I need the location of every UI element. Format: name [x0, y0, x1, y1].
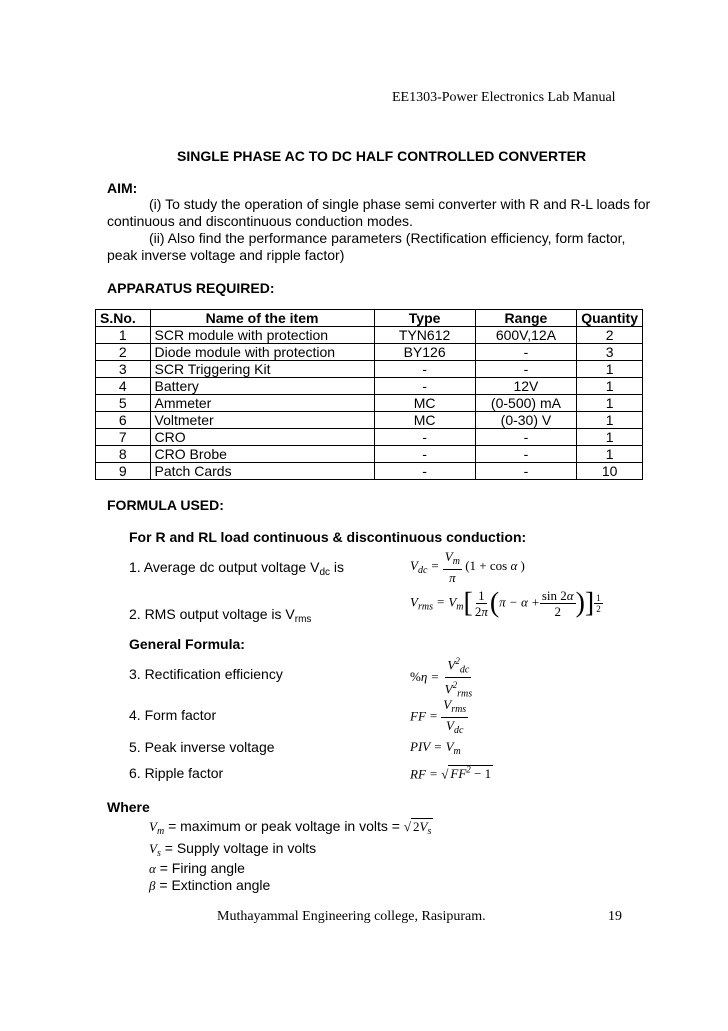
general-formula-heading: General Formula: — [129, 636, 245, 652]
column-header: Type — [374, 310, 475, 327]
cell-range: - — [475, 344, 577, 361]
cell-type: - — [374, 463, 475, 480]
item-1-sub: dc — [319, 567, 330, 578]
cell-quantity: 10 — [577, 463, 643, 480]
table-row — [96, 446, 643, 463]
formula-item-5: 5. Peak inverse voltage — [129, 739, 275, 755]
formula-subheading: For R and RL load continuous & discontinuous conduction: — [129, 529, 527, 545]
cell-sno: 5 — [96, 395, 151, 412]
item-2-text: 2. RMS output voltage is V — [129, 606, 295, 622]
cell-quantity: 1 — [577, 361, 643, 378]
formula-item-6: 6. Ripple factor — [129, 765, 224, 781]
formula-item-2 — [129, 606, 311, 625]
cell-type: MC — [374, 395, 475, 412]
cell-quantity: 3 — [577, 344, 643, 361]
cell-name: Diode module with protection — [150, 344, 374, 361]
cell-name: Patch Cards — [150, 463, 374, 480]
table-row — [96, 344, 643, 361]
cell-range: (0-30) V — [475, 412, 577, 429]
where-heading: Where — [107, 799, 150, 815]
cell-range: (0-500) mA — [475, 395, 577, 412]
aim-line-3: (ii) Also find the performance parameters (Rectification efficiency, form factor, — [149, 230, 626, 246]
page-number: 19 — [608, 909, 622, 924]
table-header-row — [96, 310, 643, 327]
formula-item-4: 4. Form factor — [129, 707, 217, 723]
table-row — [96, 429, 643, 446]
table-row — [96, 395, 643, 412]
equation-vrms: $V_{rms} = V_m$[ $\frac{1}{2\pi}$ (π − α + $\frac{\sin 2\alpha}{2}$ )] $\frac{1}{2}$ — [410, 587, 601, 619]
aim-line-4: peak inverse voltage and ripple factor) — [107, 247, 345, 263]
equation-efficiency: %η = $\frac{V^2_{dc}}{V^2_{rms}}$ — [410, 656, 473, 700]
where-alpha-text: = Firing angle — [159, 860, 245, 876]
equation-vdc: $V_{dc}$ = $\frac{V_m}{\pi}$ (1 + cos α ) — [410, 549, 525, 585]
cell-name: Ammeter — [150, 395, 374, 412]
cell-sno: 4 — [96, 378, 151, 395]
cell-quantity: 2 — [577, 327, 643, 344]
page-header: EE1303-Power Electronics Lab Manual — [392, 90, 616, 105]
where-vs: $V_s$ = Supply voltage in volts — [149, 840, 317, 859]
cell-quantity: 1 — [577, 429, 643, 446]
column-header: Range — [475, 310, 577, 327]
cell-range: - — [475, 429, 577, 446]
cell-name: Battery — [150, 378, 374, 395]
table-row — [96, 412, 643, 429]
cell-type: - — [374, 446, 475, 463]
table-row — [96, 327, 643, 344]
cell-name: Voltmeter — [150, 412, 374, 429]
cell-range: 600V,12A — [475, 327, 577, 344]
cell-quantity: 1 — [577, 395, 643, 412]
table-row — [96, 361, 643, 378]
cell-sno: 8 — [96, 446, 151, 463]
aim-line-1: (i) To study the operation of single phase semi converter with R and R-L loads for — [149, 196, 651, 212]
column-header: Name of the item — [150, 310, 374, 327]
cell-range: - — [475, 463, 577, 480]
column-header: Quantity — [577, 310, 643, 327]
cell-type: - — [374, 361, 475, 378]
cell-sno: 6 — [96, 412, 151, 429]
apparatus-heading: APPARATUS REQUIRED: — [107, 280, 275, 296]
cell-range: 12V — [475, 378, 577, 395]
column-header: S.No. — [96, 310, 151, 327]
cell-name: SCR Triggering Kit — [150, 361, 374, 378]
apparatus-table — [95, 309, 643, 480]
cell-quantity: 1 — [577, 412, 643, 429]
where-beta: β = Extinction angle — [149, 877, 271, 893]
formula-heading: FORMULA USED: — [107, 497, 224, 513]
cell-quantity: 1 — [577, 446, 643, 463]
cell-quantity: 1 — [577, 378, 643, 395]
cell-range: - — [475, 446, 577, 463]
cell-type: BY126 — [374, 344, 475, 361]
where-vs-text: = Supply voltage in volts — [164, 840, 317, 856]
formula-item-3: 3. Rectification efficiency — [129, 666, 283, 682]
cell-sno: 2 — [96, 344, 151, 361]
page-title: SINGLE PHASE AC TO DC HALF CONTROLLED CONVERTER — [177, 148, 587, 164]
aim-heading: AIM: — [107, 180, 138, 196]
where-alpha: α = Firing angle — [149, 860, 245, 876]
cell-name: SCR module with protection — [150, 327, 374, 344]
cell-sno: 9 — [96, 463, 151, 480]
item-1-post: is — [330, 559, 344, 575]
cell-type: - — [374, 429, 475, 446]
footer-college: Muthayammal Engineering college, Rasipuram. — [217, 909, 486, 924]
cell-type: MC — [374, 412, 475, 429]
item-1-text: 1. Average dc output voltage V — [129, 559, 320, 575]
equation-form-factor: FF = $\frac{V_{rms}}{V_{dc}}$ — [410, 697, 467, 736]
cell-sno: 7 — [96, 429, 151, 446]
cell-name: CRO Brobe — [150, 446, 374, 463]
where-vm-text: = maximum or peak voltage in volts = — [168, 818, 400, 834]
cell-type: - — [374, 378, 475, 395]
formula-item-1 — [129, 559, 344, 578]
cell-sno: 3 — [96, 361, 151, 378]
equation-ripple-factor: RF = √ $FF^2 - 1$ — [410, 765, 492, 782]
aim-line-2: continuous and discontinuous conduction modes. — [107, 213, 413, 229]
cell-type: TYN612 — [374, 327, 475, 344]
where-beta-text: = Extinction angle — [159, 877, 271, 893]
cell-sno: 1 — [96, 327, 151, 344]
where-vm: $V_m$ = maximum or peak voltage in volts = √ $2V_s$ — [149, 818, 432, 837]
table-row — [96, 463, 643, 480]
cell-range: - — [475, 361, 577, 378]
table-row — [96, 378, 643, 395]
equation-piv: PIV = $V_m$ — [410, 739, 461, 757]
item-2-sub: rms — [294, 614, 312, 625]
cell-name: CRO — [150, 429, 374, 446]
